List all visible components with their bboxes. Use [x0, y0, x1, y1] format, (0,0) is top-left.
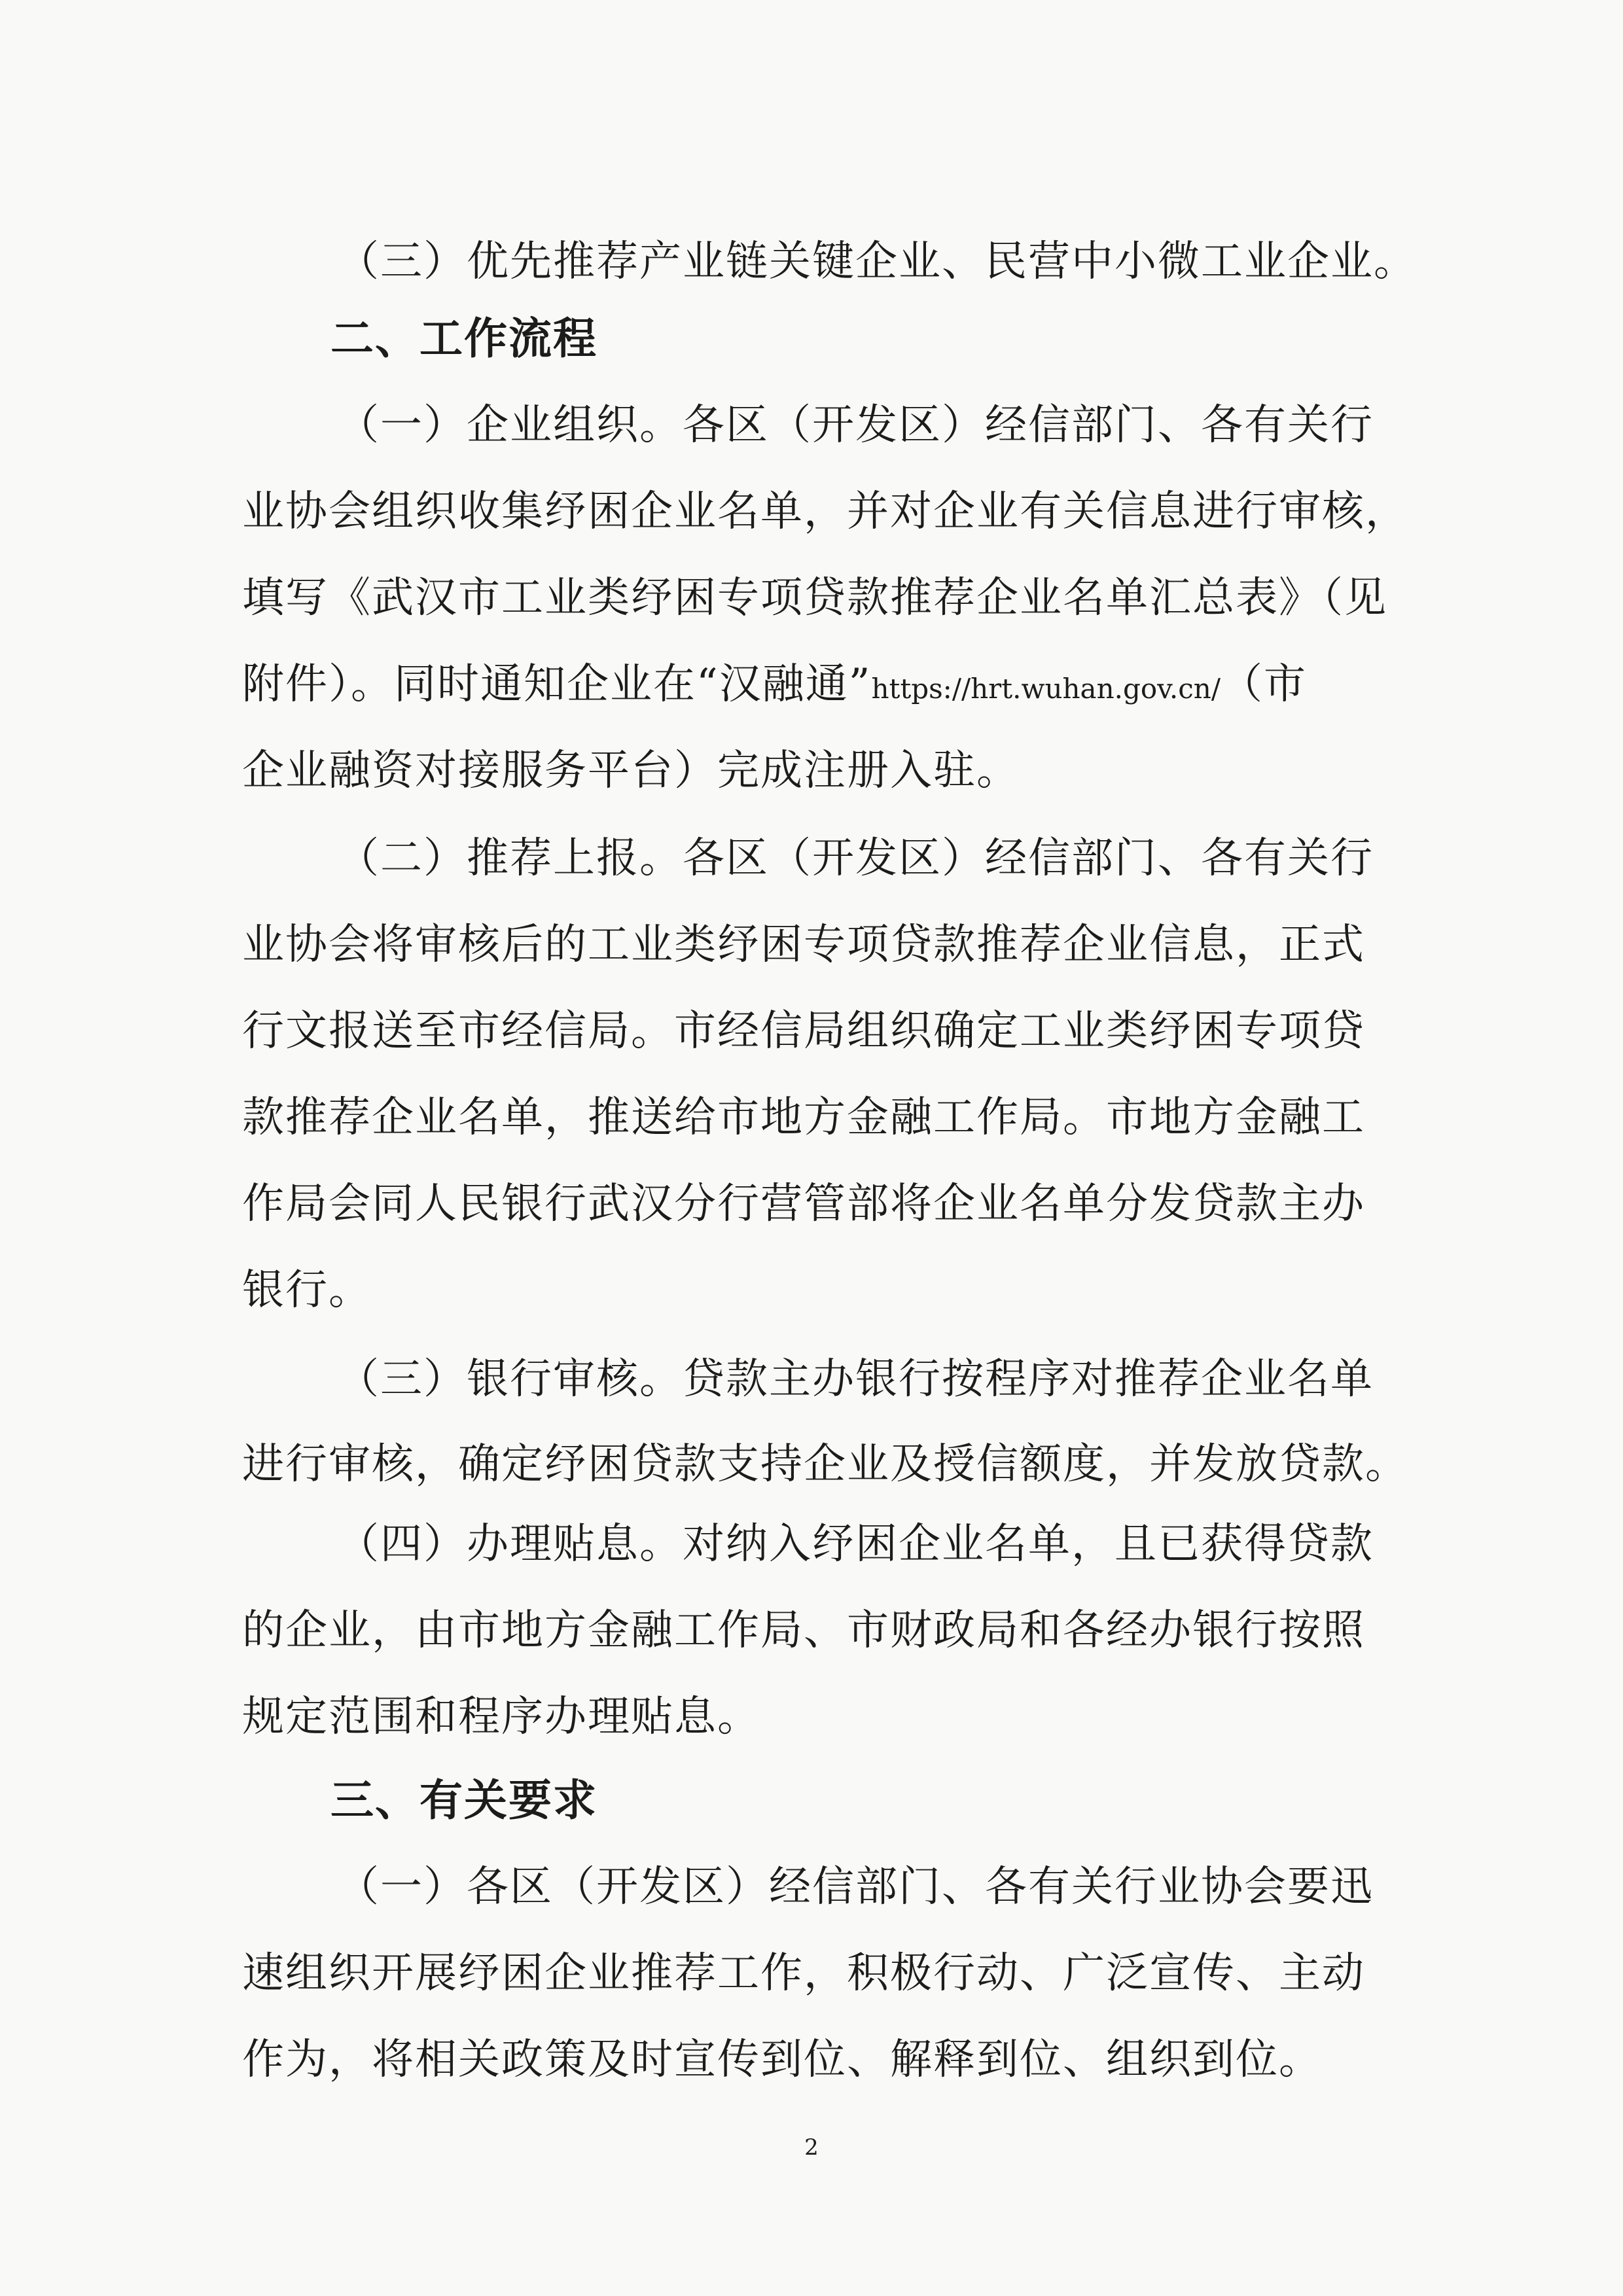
url-link[interactable]: https://hrt.wuhan.gov.cn/ — [871, 673, 1221, 705]
line-text: （市 — [1220, 660, 1307, 709]
line-text: 附件）。同时通知企业在“汉融通” — [242, 660, 872, 709]
paragraph-line — [242, 658, 1307, 715]
paragraph-line: 业协会将审核后的工业类纾困专项贷款推荐企业信息，正式 — [242, 921, 1365, 969]
paragraph-line: 规定范围和程序办理贴息。 — [242, 1693, 760, 1741]
page-number: 2 — [804, 2134, 819, 2161]
section-heading: 三、有关要求 — [330, 1775, 597, 1826]
paragraph-line: （四）办理贴息。对纳入纾困企业名单，且已获得贷款 — [337, 1520, 1374, 1568]
section-heading: 二、工作流程 — [330, 313, 597, 364]
paragraph-line: （一）各区（开发区）经信部门、各有关行业协会要迅 — [337, 1863, 1374, 1911]
paragraph-line: 速组织开展纾困企业推荐工作，积极行动、广泛宣传、主动 — [242, 1949, 1365, 1998]
paragraph-line: 款推荐企业名单，推送给市地方金融工作局。市地方金融工 — [242, 1093, 1365, 1142]
paragraph-line: 行文报送至市经信局。市经信局组织确定工业类纾困专项贷 — [242, 1007, 1365, 1055]
paragraph-line: 银行。 — [242, 1266, 372, 1315]
paragraph-line: （三）优先推荐产业链关键企业、民营中小微工业企业。 — [337, 238, 1417, 286]
paragraph-line: 的企业，由市地方金融工作局、市财政局和各经办银行按照 — [242, 1606, 1365, 1655]
paragraph-line: （三）银行审核。贷款主办银行按程序对推荐企业名单 — [337, 1355, 1374, 1404]
paragraph-line: （一）企业组织。各区（开发区）经信部门、各有关行 — [337, 401, 1374, 450]
paragraph-line: 填写《武汉市工业类纾困专项贷款推荐企业名单汇总表》（见 — [242, 574, 1387, 622]
paragraph-line: （二）推荐上报。各区（开发区）经信部门、各有关行 — [337, 834, 1374, 883]
paragraph-line: 作为，将相关政策及时宣传到位、解释到位、组织到位。 — [242, 2036, 1322, 2084]
paragraph-line: 作局会同人民银行武汉分行营管部将企业名单分发贷款主办 — [242, 1180, 1365, 1228]
paragraph-line: 企业融资对接服务平台）完成注册入驻。 — [242, 747, 1020, 795]
paragraph-line: 业协会组织收集纾困企业名单，并对企业有关信息进行审核， — [242, 487, 1408, 536]
paragraph-line: 进行审核，确定纾困贷款支持企业及授信额度，并发放贷款。 — [242, 1440, 1408, 1489]
